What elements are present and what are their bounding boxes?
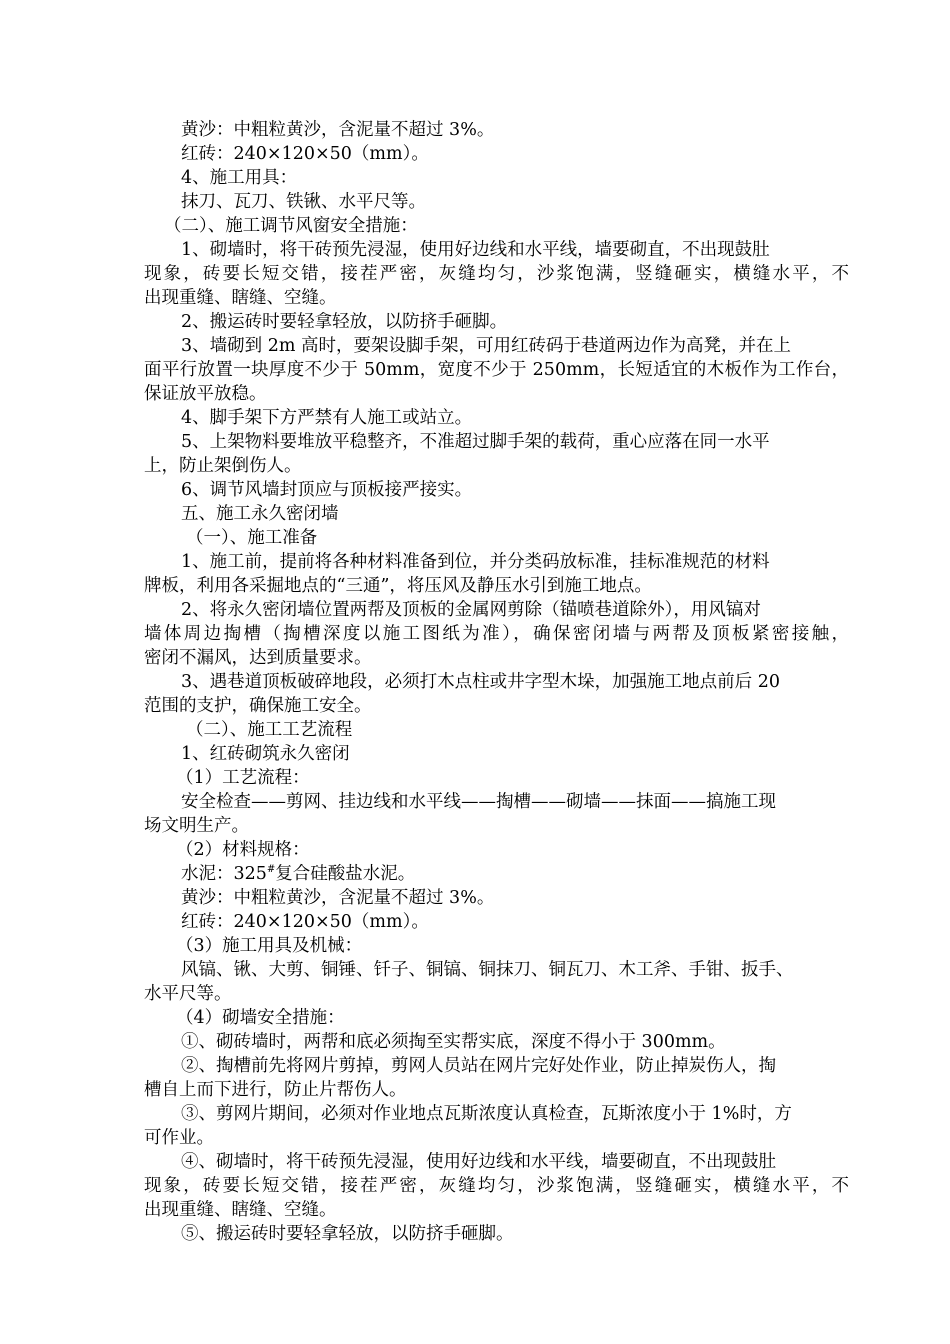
text-line: ①、砌砖墙时，两帮和底必须掏至实帮实底，深度不得小于 300mm。: [181, 1032, 726, 1052]
text-line: 水平尺等。: [144, 984, 232, 1004]
text-line: 1、施工前，提前将各种材料准备到位，并分类码放标准，挂标准规范的材料: [181, 552, 770, 572]
text-line: 4、脚手架下方严禁有人施工或站立。: [181, 408, 473, 428]
text-line: 牌板，利用各采掘地点的“三通”，将压风及静压水引到施工地点。: [144, 576, 652, 596]
text-line: （2）材料规格：: [176, 840, 310, 860]
text-line: 红砖：240×120×50（mm）。: [181, 912, 429, 932]
text-line: （1）工艺流程：: [176, 768, 310, 788]
text-line: 2、搬运砖时要轻拿轻放，以防挤手砸脚。: [181, 312, 508, 332]
text-line: 安全检查——剪网、挂边线和水平线——掏槽——砌墙——抹面——搞施工现: [181, 792, 776, 812]
section-heading: （二）、施工调节风窗安全措施：: [164, 216, 418, 236]
text-line: 黄沙：中粗粒黄沙，含泥量不超过 3%。: [181, 120, 495, 140]
text-line: 面平行放置一块厚度不少于 50mm，宽度不少于 250mm，长短适宜的木板作为工作台，: [144, 360, 849, 380]
text-line: ⑤、搬运砖时要轻拿轻放，以防挤手砸脚。: [181, 1224, 514, 1244]
text-line: 出现重缝、瞎缝、空缝。: [144, 288, 337, 308]
text-line: 2、将永久密闭墙位置两帮及顶板的金属网剪除（锚喷巷道除外），用风镐对: [181, 600, 761, 620]
text-line: 现象，砖要长短交错，接茬严密，灰缝均匀，沙浆饱满，竖缝砸实，横缝水平，不: [144, 264, 849, 284]
cement-desc: 复合硅酸盐水泥。: [275, 864, 416, 884]
text-line: 槽自上而下进行，防止片帮伤人。: [144, 1080, 407, 1100]
text-line: 上，防止架倒伤人。: [144, 456, 302, 476]
text-line: 密闭不漏风，达到质量要求。: [144, 648, 372, 668]
text-line: 保证放平放稳。: [144, 384, 267, 404]
text-line: 范围的支护，确保施工安全。: [144, 696, 372, 716]
text-line: 可作业。: [144, 1128, 214, 1148]
text-line: [181, 862, 415, 886]
cement-label: 水泥：325: [181, 864, 267, 884]
text-line: 红砖：240×120×50（mm）。: [181, 144, 429, 164]
section-heading: （一）、施工准备: [186, 528, 318, 548]
section-heading: （二）、施工工艺流程: [186, 720, 353, 740]
text-line: 出现重缝、瞎缝、空缝。: [144, 1200, 337, 1220]
text-line: ②、掏槽前先将网片剪掉，剪网人员站在网片完好处作业，防止掉炭伤人，掏: [181, 1056, 776, 1076]
text-line: （4）砌墙安全措施：: [176, 1008, 345, 1028]
text-line: 6、调节风墙封顶应与顶板接严接实。: [181, 480, 473, 500]
text-line: 墙体周边掏槽（掏槽深度以施工图纸为准），确保密闭墙与两帮及顶板紧密接触，: [144, 624, 849, 644]
text-line: 4、施工用具：: [181, 168, 298, 188]
section-heading: 五、施工永久密闭墙: [181, 504, 339, 524]
text-line: 场文明生产。: [144, 816, 249, 836]
text-line: ③、剪网片期间，必须对作业地点瓦斯浓度认真检查，瓦斯浓度小于 1%时，方: [181, 1104, 792, 1124]
text-line: （3）施工用具及机械：: [176, 936, 363, 956]
text-line: 现象，砖要长短交错，接茬严密，灰缝均匀，沙浆饱满，竖缝砸实，横缝水平，不: [144, 1176, 849, 1196]
cement-grade-mark: #: [266, 864, 276, 875]
text-line: 风镐、锹、大剪、铜锤、钎子、铜镐、铜抹刀、铜瓦刀、木工斧、手钳、扳手、: [181, 960, 794, 980]
text-line: 黄沙：中粗粒黄沙，含泥量不超过 3%。: [181, 888, 495, 908]
text-line: 3、墙砌到 2m 高时，要架设脚手架，可用红砖码于巷道两边作为高凳，并在上: [181, 336, 791, 356]
text-line: 5、上架物料要堆放平稳整齐，不准超过脚手架的载荷，重心应落在同一水平: [181, 432, 770, 452]
text-line: 1、砌墙时，将干砖预先浸湿，使用好边线和水平线，墙要砌直，不出现鼓肚: [181, 240, 770, 260]
text-line: ④、砌墙时，将干砖预先浸湿，使用好边线和水平线，墙要砌直，不出现鼓肚: [181, 1152, 776, 1172]
text-line: 1、红砖砌筑永久密闭: [181, 744, 350, 764]
text-line: 3、遇巷道顶板破碎地段，必须打木点柱或井字型木垛，加强施工地点前后 20: [181, 672, 780, 692]
text-line: 抹刀、瓦刀、铁锹、水平尺等。: [181, 192, 426, 212]
